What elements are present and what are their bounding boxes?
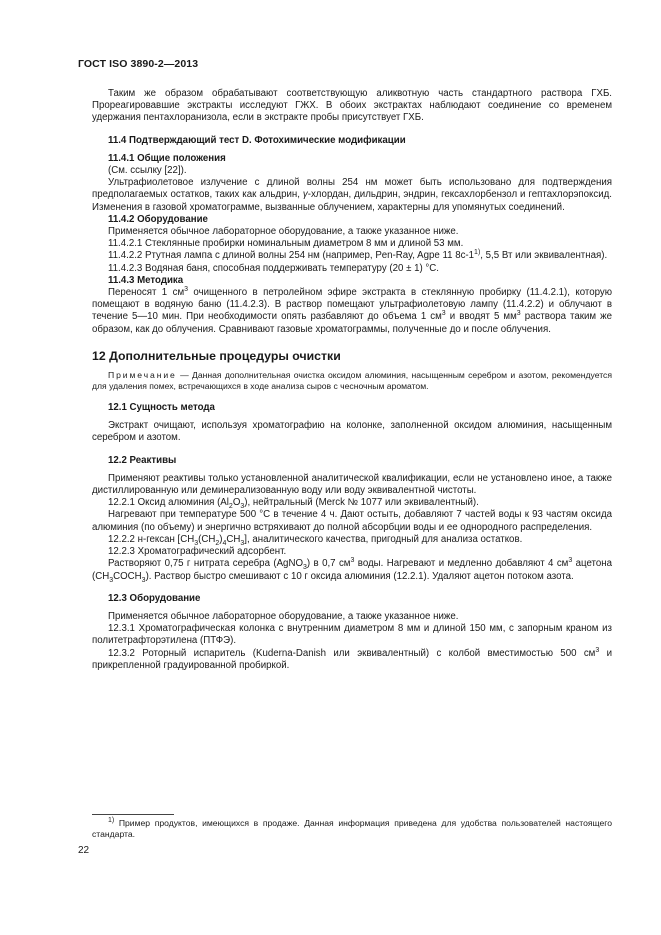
item-12-2-3: 12.2.3 Хроматографический адсорбент. — [108, 546, 287, 558]
page-body — [92, 88, 612, 672]
footnote-reference: 1) — [474, 249, 481, 257]
item-12-2-1: 12.2.1 Оксид алюминия $(Al_2O_3)$, нейтральный (Merck № 1077 или эквивалентный). — [108, 497, 479, 511]
paragraph-method: Переносят 1 $см^3$ очищенного в петролейном эфире экстракта в стеклянную пробирку (11.4.2.1), которую помещают в водяную баню (11.4.2.3). В раствор помещают ультрафиолетовую лампу (11.4.2.2) и облучают в течение 5—10 мин. При необходимости опять разбавляют до объема 1 $см^3$ и вводят 5 $мм^3$ раствора таким же образом, как до облучения. Сравнивают газовые хроматограммы, полученные до и после облучения. — [92, 285, 612, 335]
section-heading-11-4: 11.4 Подтверждающий тест D. Фотохимические модификации — [108, 134, 406, 146]
paragraph-dissolve: Растворяют 0,75 г нитрата серебра (AgNO$_3$) в 0,7 $см^3$ воды. Нагревают и медленно добавляют 4 $см^3$ ацетона $(CH_3COCH_3)$. Раствор быстро смешивают с 10 г оксида алюминия (12.2.1). Удаляют ацетон потоком азота. — [92, 557, 613, 584]
note-label: Примечание — [108, 370, 177, 381]
paragraph-heating: Нагревают при температуре 500 °C в течение 4 ч. Дают остыть, добавляют 7 частей воды к 93 частям оксида алюминия (по объему) и энергично встряхивают до полной абсорбции воды и ее однородного распределения. — [92, 509, 612, 533]
section-heading-12: 12 Дополнительные процедуры очистки — [92, 348, 341, 363]
paragraph-equipment-intro: Применяется обычное лабораторное оборудование, а также указанное ниже. — [108, 226, 459, 238]
subsection-heading-11-4-1: 11.4.1 Общие положения — [108, 152, 226, 164]
section-heading-12-3: 12.3 Оборудование — [108, 592, 201, 604]
standard-header: ГОСТ ISO 3890-2—2013 — [78, 58, 199, 70]
paragraph-hcb-treatment: Таким же образом обрабатывают соответствующую аликвотную часть стандартного раствора ГХБ. Прореагировавшие экстракты исследуют ГЖХ. В обоих экстрактах наблюдают соединение со временем удержания пентахлоранизола, если в экстракте пробы присутствует ГХБ. — [92, 88, 612, 124]
gamma-symbol: γ — [302, 189, 308, 201]
item-12-2-2: 12.2.2 н-гексан $[CH_3(CH_2)_4CH_3]$, аналитического качества, пригодный для анализа остатков. — [108, 533, 523, 547]
subsection-heading-11-4-3: 11.4.3 Методика — [108, 274, 184, 286]
item-12-3-2: 12.3.2 Роторный испаритель (Kuderna-Danish или эквивалентный) с колбой вместимостью 500 $см^3$ и прикрепленной градуированной пробиркой. — [92, 646, 612, 671]
footnote-divider — [92, 814, 174, 815]
paragraph-reagents-intro: Применяют реактивы только установленной аналитической квалификации, если не установлено иное, а также дистиллированную или деминерализованную воду или воду эквивалентной чистоты. — [92, 472, 612, 497]
item-11-4-2-3: 11.4.2.3 Водяная баня, способная поддерживать температуру (20 ± 1) °C. — [108, 262, 439, 274]
section-heading-12-2: 12.2 Реактивы — [108, 454, 177, 466]
subsection-heading-11-4-2: 11.4.2 Оборудование — [108, 213, 208, 225]
item-12-3-1: 12.3.1 Хроматографическая колонка с внутренним диаметром 8 мм и длиной 150 мм, с запорным краном из политетрафторэтилена (ПТФЭ). — [92, 623, 612, 647]
footnote-mark: 1) — [108, 817, 115, 825]
item-11-4-2-2: 11.4.2.2 Ртутная лампа с длиной волны 254 нм (например, Pen-Ray, Agpe 11 8c-1$^{1)}$, 5,5 Вт или эквивалентная). — [108, 249, 608, 262]
page-number: 22 — [78, 845, 90, 856]
paragraph-uv-radiation: Ультрафиолетовое излучение с длиной волны 254 нм может быть использовано для подтверждения предполагаемых остатков, таких как альдрин, γ-хлордан, дильдрин, эндрин, гексахлорбензол и гептахлорэпоксид. Изменения в газовой хроматограмме, вызванные облучением, характерны для упомянутых соединений. — [92, 177, 612, 213]
paragraph-equipment2-intro: Применяется обычное лабораторное оборудование, а также указанное ниже. — [108, 610, 459, 622]
reference-note: (См. ссылку [22]). — [108, 165, 187, 177]
section-heading-12-1: 12.1 Сущность метода — [108, 402, 215, 414]
item-11-4-2-1: 11.4.2.1 Стеклянные пробирки номинальным диаметром 8 мм и длиной 53 мм. — [108, 238, 464, 250]
footnote: $^{1)}$ Пример продуктов, имеющихся в продаже. Данная информация приведена для удобства пользователей настоящего стандарта. — [92, 817, 612, 839]
note-paragraph: Примечание — Данная дополнительная очистка оксидом алюминия, насыщенным серебром и азотом, рекомендуется для удаления помех, встречающихся в ходе анализа сыров с чесночным ароматом. — [92, 370, 612, 392]
paragraph-principle: Экстракт очищают, используя хроматографию на колонке, заполненной оксидом алюминия, насыщенным серебром и азотом. — [92, 420, 612, 444]
